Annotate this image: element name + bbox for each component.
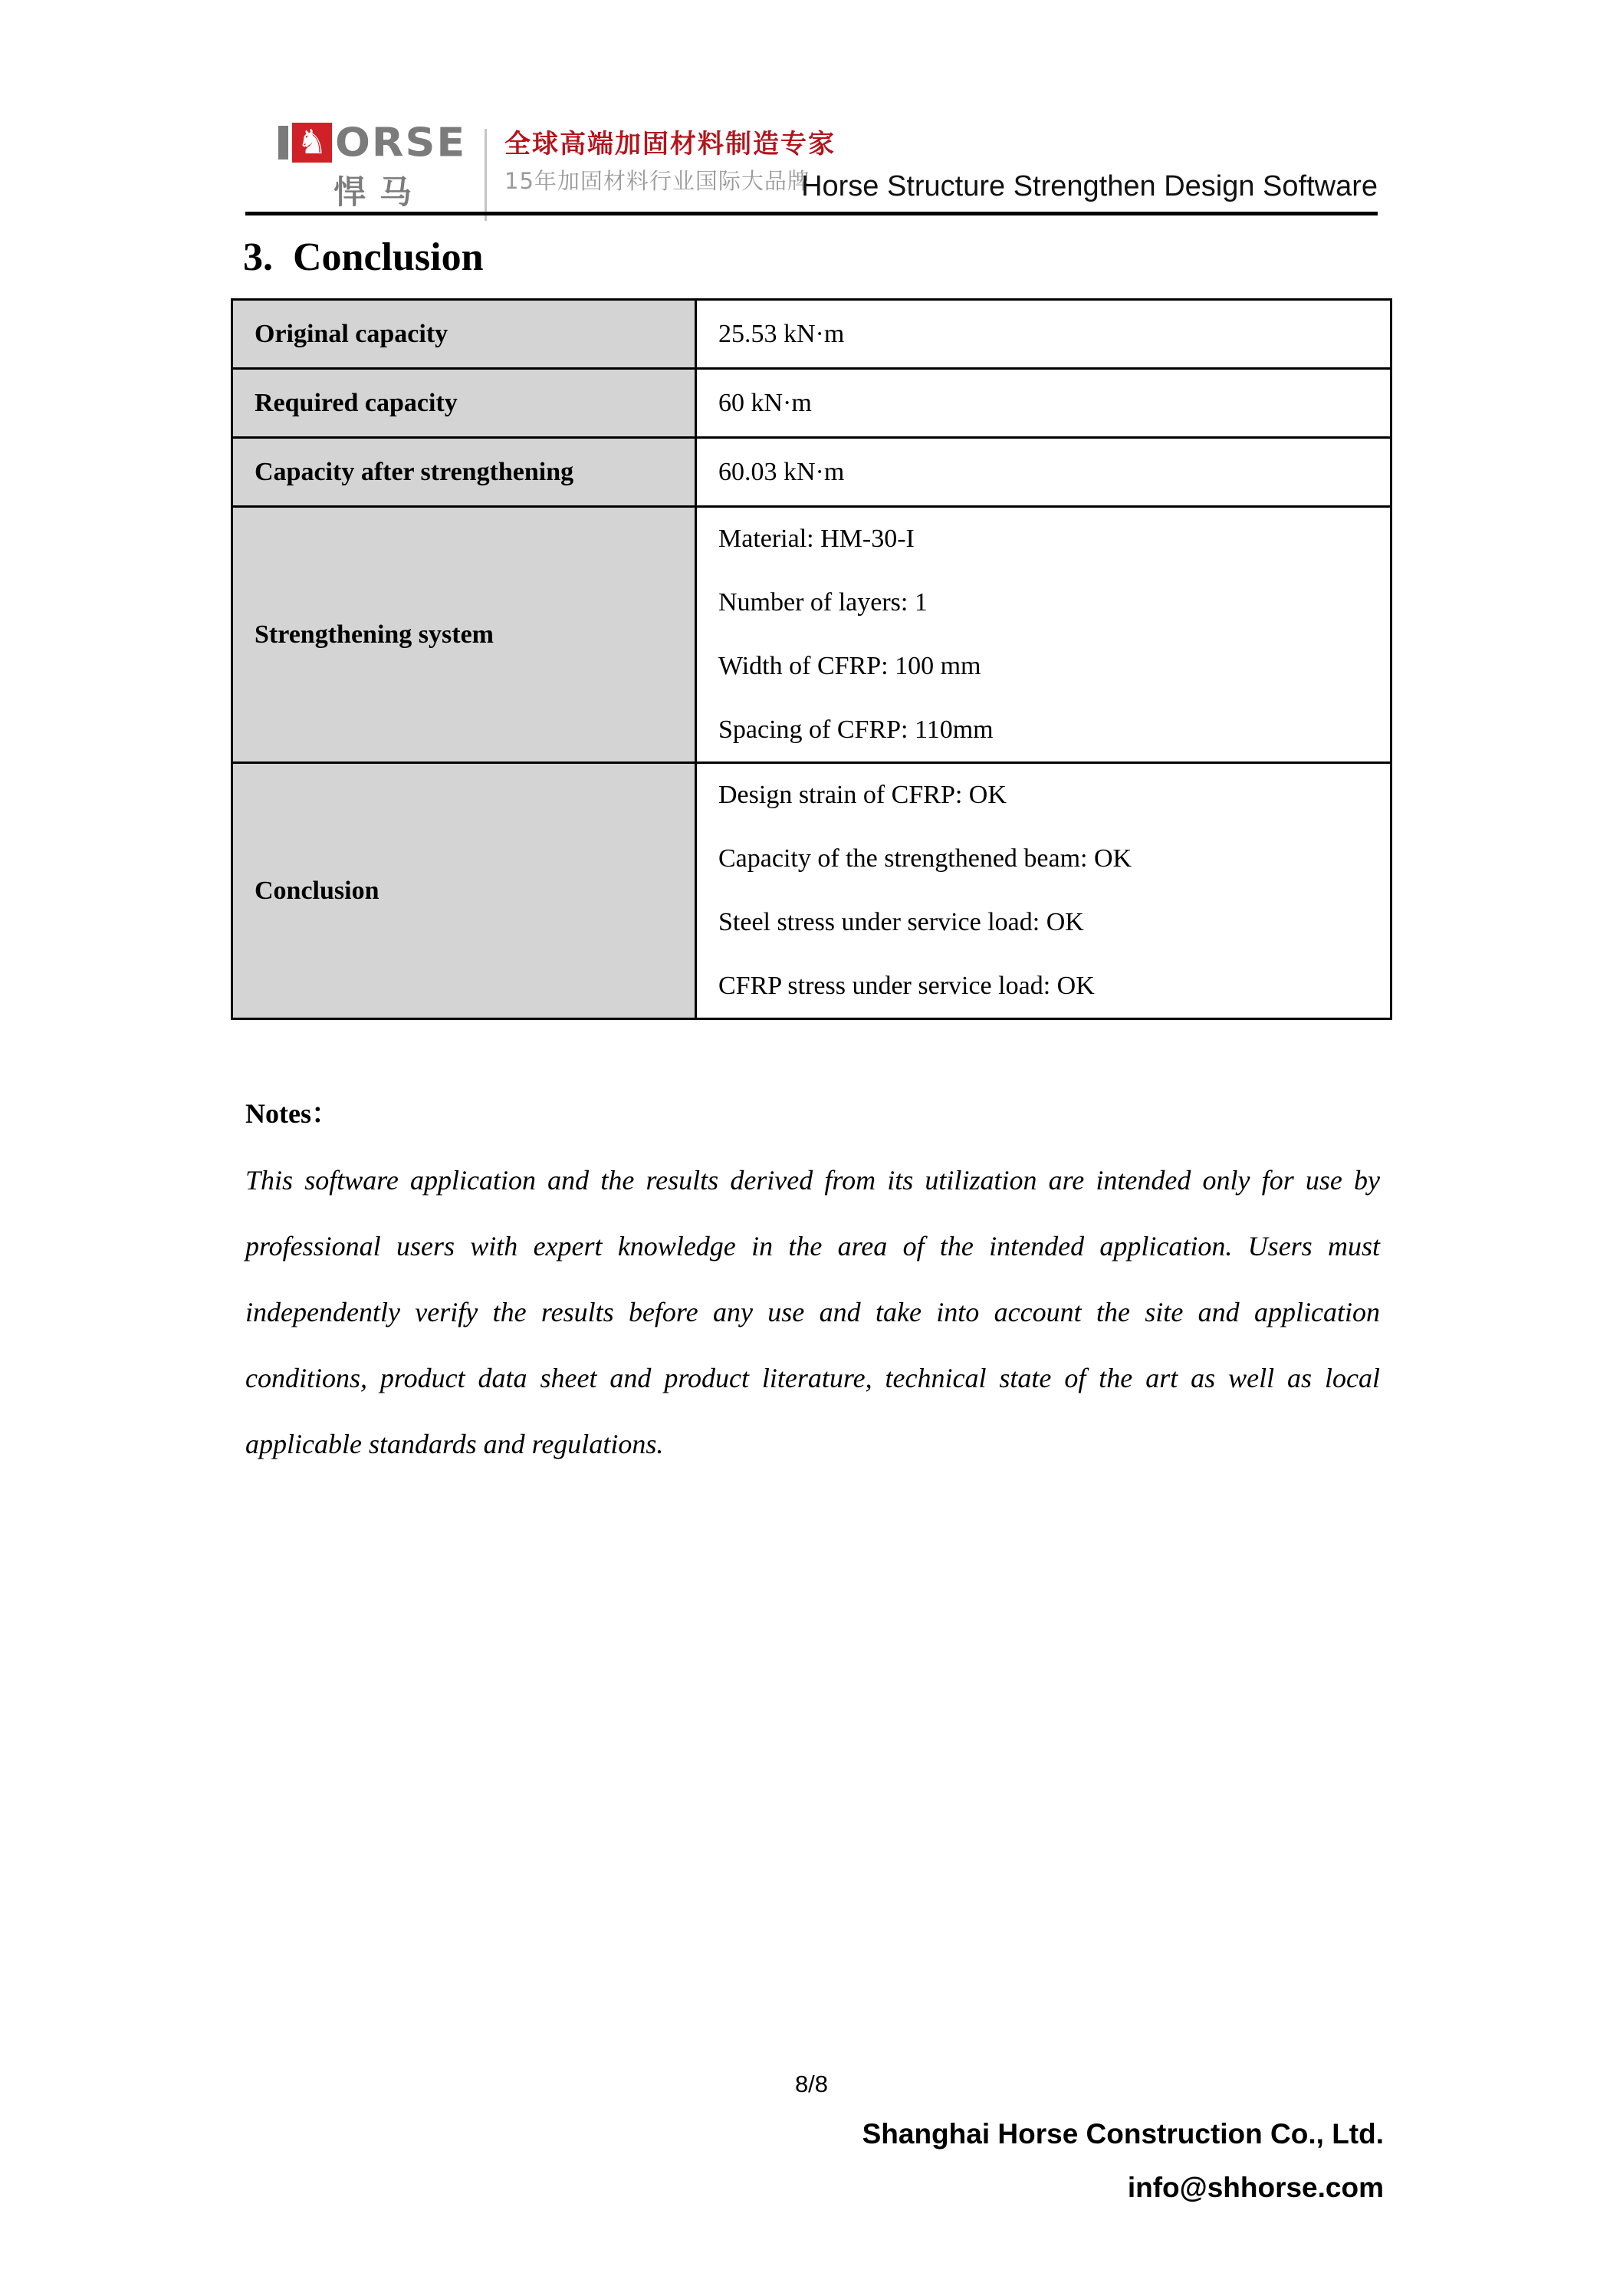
cell-line: Number of layers: 1 [718, 588, 928, 617]
cell-line: 60.03 kN·m [718, 457, 845, 486]
conclusion-table [231, 298, 1392, 1020]
logo-chinese-name: 悍马 [333, 173, 426, 211]
footer-company: Shanghai Horse Construction Co., Ltd. [862, 2118, 1384, 2150]
logo-divider [485, 129, 487, 221]
cell-line: Steel stress under service load: OK [718, 907, 1084, 936]
row-value [697, 439, 1390, 505]
section-title-text: Conclusion [293, 235, 484, 279]
header-rule [245, 212, 1378, 215]
logo-h-bar [278, 126, 288, 160]
cell-line: Capacity of the strengthened beam: OK [718, 844, 1132, 873]
logo-red-square [292, 123, 332, 163]
notes-label: Notes： [245, 1098, 339, 1129]
cell-line: 25.53 kN·m [718, 319, 845, 348]
row-label: Capacity after strengthening [232, 438, 696, 507]
table-row [232, 438, 1391, 507]
table-row [232, 369, 1391, 438]
cell-line: CFRP stress under service load: OK [718, 971, 1095, 1000]
row-value [697, 301, 1390, 367]
row-value [697, 764, 1390, 1018]
section-heading [243, 235, 484, 280]
row-label: Conclusion [232, 763, 696, 1019]
cell-line: 60 kN·m [718, 388, 812, 417]
footer-email: info@shhorse.com [1127, 2172, 1384, 2203]
logo-slogan: 全球高端加固材料制造专家 [504, 129, 836, 160]
page-number: 8/8 [794, 2071, 829, 2097]
table-row [232, 507, 1391, 763]
row-label: Original capacity [232, 300, 696, 369]
horse-head-icon: ♞ [297, 123, 327, 162]
table-row [232, 300, 1391, 369]
cell-line: Material: HM-30-I [718, 525, 915, 554]
cell-line: Spacing of CFRP: 110mm [718, 715, 994, 744]
document-header-title: Horse Structure Strengthen Design Software [801, 170, 1378, 202]
cell-line: Design strain of CFRP: OK [718, 781, 1007, 810]
logo-tagline: 15年加固材料行业国际大品牌 [504, 168, 810, 194]
row-value [697, 370, 1390, 436]
row-label: Required capacity [232, 369, 696, 438]
logo-letters: ORSE [335, 119, 467, 166]
table-row [232, 763, 1391, 1019]
row-label: Strengthening system [232, 507, 696, 763]
cell-line: Width of CFRP: 100 mm [718, 651, 981, 680]
horse-logo-wordmark [278, 121, 478, 164]
row-value [697, 508, 1390, 761]
section-number: 3. [243, 235, 273, 279]
notes-paragraph: This software application and the results derived from its utilization are intended only for use by professional users with expert knowledge in the area of the intended application. Users must independently verify the results before any use and take into account the site and application conditions, product data sheet and product literature, technical state of the art as well as local applicable standards and regulations. [245, 1165, 1380, 1459]
